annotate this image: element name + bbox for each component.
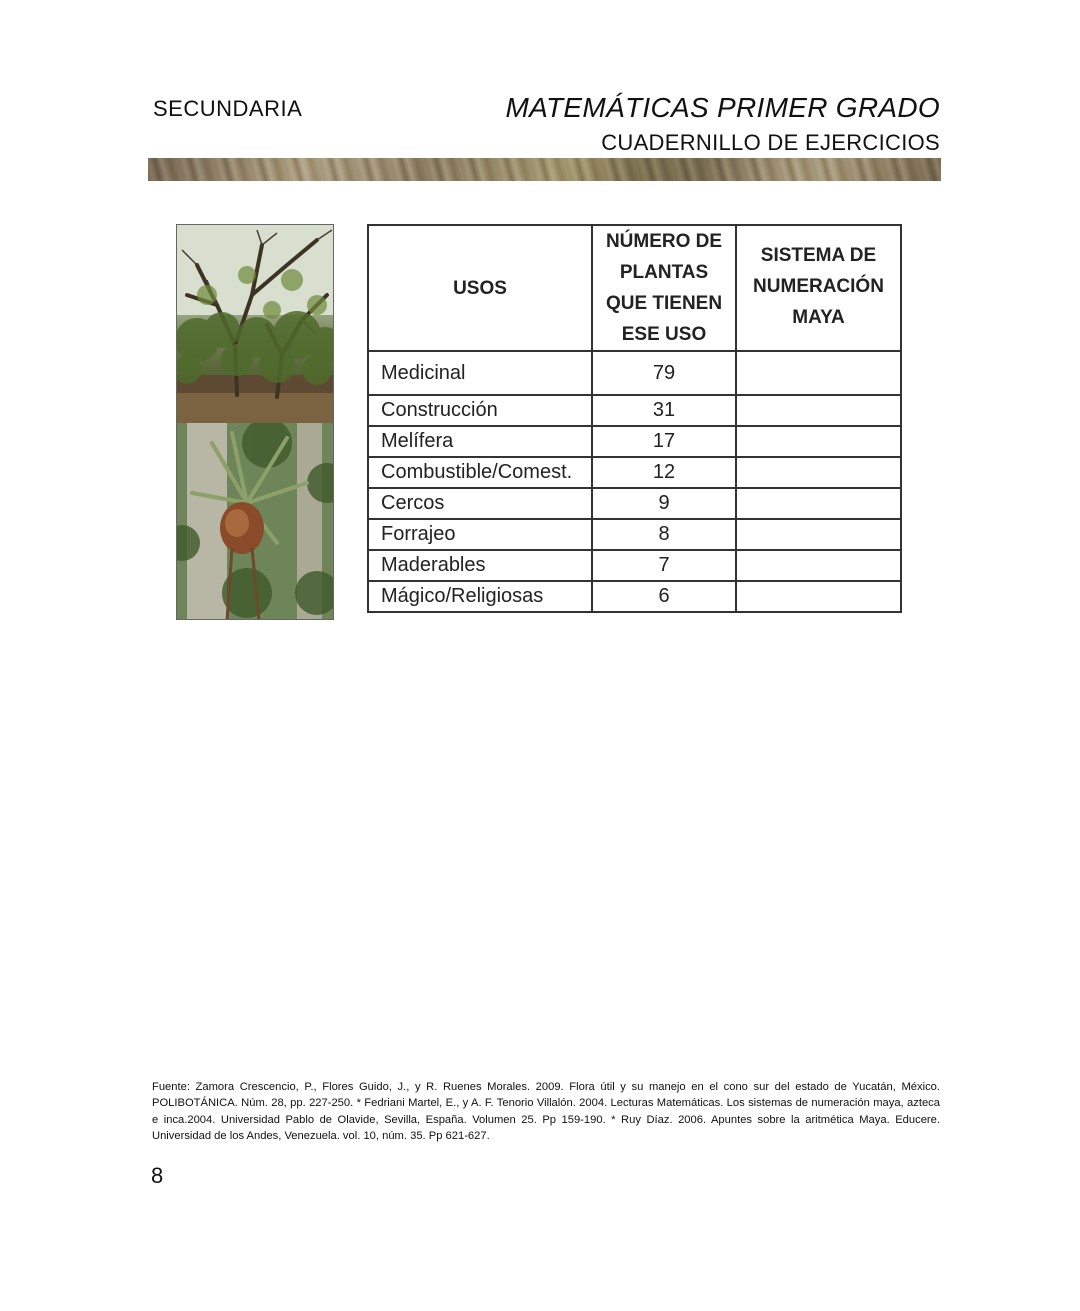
source-footnote: Fuente: Zamora Crescencio, P., Flores Guido, J., y R. Ruenes Morales. 2009. Flora útil y su manejo en el cono sur del estado de Yucatán, México. POLIBOTÁNICA. Núm. 28, pp. 227-250. * Fedriani Martel, E., y A. F. Tenorio Villalón. 2004. Lecturas Matemáticas. Los sistemas de numeración maya, azteca e inca.2004. Universidad Pablo de Olavide, Sevilla, España. Volumen 25. Pp 159-190. * Ruy Díaz. 2006. Apuntes sobre la aritmética Maya. Educere. Universidad de los Andes, Venezuela. vol. 10, núm. 35. Pp 621-627. bbox=[152, 1081, 940, 1142]
header-usos: USOS bbox=[368, 225, 592, 351]
cell-uso: Forrajeo bbox=[368, 519, 592, 550]
cell-numero: 6 bbox=[592, 581, 736, 612]
header-maya-line: NUMERACIÓN bbox=[753, 276, 884, 297]
table-row bbox=[368, 550, 901, 581]
table-row bbox=[368, 395, 901, 426]
cell-maya-answer[interactable] bbox=[736, 426, 901, 457]
header-banner-image bbox=[148, 158, 941, 181]
cell-uso: Cercos bbox=[368, 488, 592, 519]
table-row bbox=[368, 519, 901, 550]
table-row bbox=[368, 426, 901, 457]
cell-numero: 8 bbox=[592, 519, 736, 550]
cell-numero: 17 bbox=[592, 426, 736, 457]
trees-illustration bbox=[177, 225, 333, 423]
header-numero-line: NÚMERO DE bbox=[605, 231, 723, 252]
cell-maya-answer[interactable] bbox=[736, 395, 901, 426]
header-numero-line: ESE USO bbox=[621, 324, 707, 345]
table-header-row bbox=[368, 225, 901, 351]
cell-uso: Melífera bbox=[368, 426, 592, 457]
header-maya bbox=[736, 225, 901, 351]
trees-photo bbox=[177, 225, 333, 423]
photo-column bbox=[176, 224, 334, 620]
cell-maya-answer[interactable] bbox=[736, 581, 901, 612]
table-row bbox=[368, 488, 901, 519]
plant-uses-table bbox=[367, 224, 902, 613]
page-number: 8 bbox=[151, 1163, 164, 1188]
palm-illustration bbox=[177, 423, 333, 620]
header-numero-line: QUE TIENEN bbox=[605, 293, 723, 314]
cell-uso: Combustible/Comest. bbox=[368, 457, 592, 488]
cell-uso: Medicinal bbox=[368, 351, 592, 395]
table-row bbox=[368, 351, 901, 395]
cell-maya-answer[interactable] bbox=[736, 519, 901, 550]
cell-numero: 7 bbox=[592, 550, 736, 581]
header-maya-line: SISTEMA DE bbox=[760, 245, 877, 266]
palm-tree-photo bbox=[177, 423, 333, 620]
cell-numero: 31 bbox=[592, 395, 736, 426]
cell-uso: Mágico/Religiosas bbox=[368, 581, 592, 612]
header-maya-line: MAYA bbox=[792, 307, 845, 328]
cell-maya-answer[interactable] bbox=[736, 550, 901, 581]
header-numero-line: PLANTAS bbox=[619, 262, 709, 283]
table-row bbox=[368, 581, 901, 612]
cell-maya-answer[interactable] bbox=[736, 457, 901, 488]
header-title: MATEMÁTICAS PRIMER GRADO bbox=[505, 92, 940, 123]
cell-maya-answer[interactable] bbox=[736, 488, 901, 519]
cell-numero: 79 bbox=[592, 351, 736, 395]
header-numero bbox=[592, 225, 736, 351]
cell-numero: 12 bbox=[592, 457, 736, 488]
cell-maya-answer[interactable] bbox=[736, 351, 901, 395]
header-subtitle: CUADERNILLO DE EJERCICIOS bbox=[601, 130, 940, 155]
cell-uso: Construcción bbox=[368, 395, 592, 426]
cell-uso: Maderables bbox=[368, 550, 592, 581]
cell-numero: 9 bbox=[592, 488, 736, 519]
table-row bbox=[368, 457, 901, 488]
header-level: SECUNDARIA bbox=[153, 96, 303, 121]
